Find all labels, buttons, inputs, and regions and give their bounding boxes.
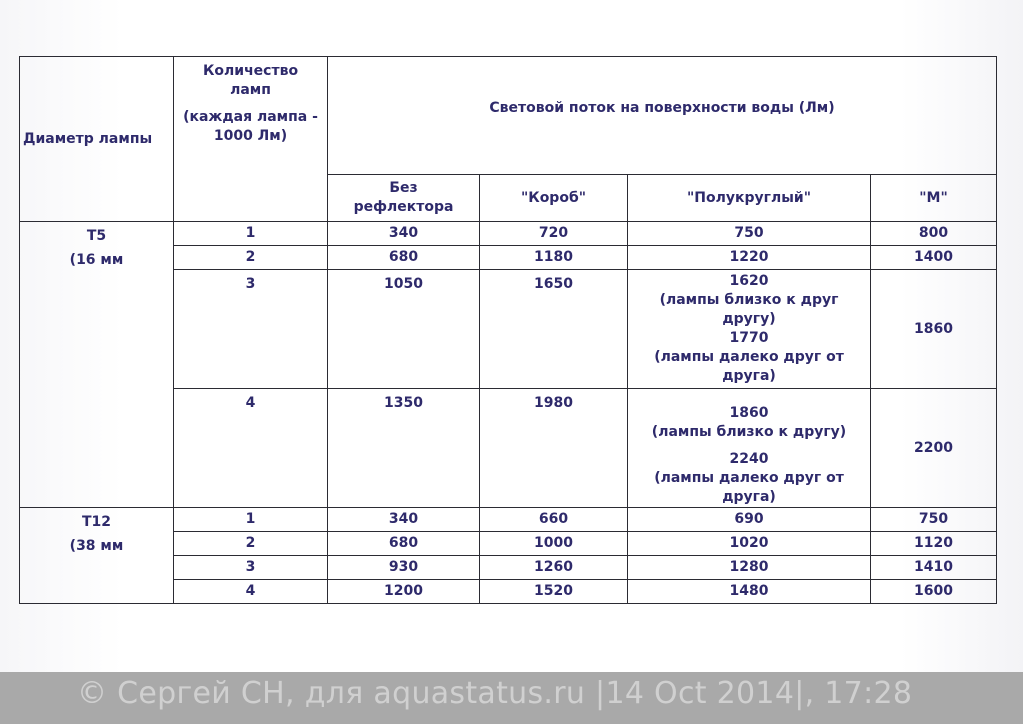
- group-t12: [20, 508, 174, 604]
- header-no-reflector-line2: рефлектора: [353, 199, 454, 215]
- cell-no-reflector: 1350: [328, 389, 480, 508]
- semi-far-note: (лампы далеко друг от: [654, 470, 844, 486]
- header-flux-label: Световой поток на поверхности воды (Лм): [489, 100, 835, 116]
- header-diameter-label: Диаметр лампы: [23, 130, 153, 147]
- cell-semicircle: [628, 270, 871, 389]
- cell-count: 4: [174, 580, 328, 604]
- cell-semicircle: [628, 389, 871, 508]
- group-t5: [20, 222, 174, 508]
- cell-box: 1980: [480, 389, 628, 508]
- cell-m: 1410: [871, 556, 997, 580]
- semi-far-note: (лампы далеко друг от: [654, 349, 844, 365]
- header-semicircle: [628, 175, 871, 222]
- header-no-reflector-line1: Без: [389, 180, 418, 196]
- cell-count: 1: [174, 508, 328, 532]
- semi-close-note: (лампы близко к другу): [651, 424, 847, 440]
- cell-semicircle: 1280: [628, 556, 871, 580]
- cell-count: 3: [174, 556, 328, 580]
- group-t12-label: T12: [81, 514, 112, 530]
- header-box-label: "Короб": [520, 189, 587, 206]
- semi-far-note-cont: друга): [722, 489, 776, 505]
- header-count-line1: Количество: [202, 63, 299, 79]
- header-row-1: [20, 57, 997, 175]
- cell-count: 4: [174, 389, 328, 508]
- semi-close-note: (лампы близко к друг: [659, 292, 839, 308]
- semi-far-value: 1770: [729, 330, 769, 346]
- cell-no-reflector: 680: [328, 532, 480, 556]
- cell-semicircle: 1220: [628, 246, 871, 270]
- cell-count: 3: [174, 270, 328, 389]
- group-t5-label: T5: [86, 228, 107, 244]
- cell-no-reflector: 340: [328, 508, 480, 532]
- header-diameter: [20, 57, 174, 222]
- semi-far-value: 2240: [729, 451, 769, 467]
- semi-far-note-cont: друга): [722, 368, 776, 384]
- watermark-text: © Сергей СН, для aquastatus.ru |14 Oct 2014|, 17:28: [77, 676, 913, 711]
- header-semicircle-label: "Полукруглый": [687, 189, 811, 206]
- header-lamp-count: [174, 57, 328, 222]
- cell-no-reflector: 1050: [328, 270, 480, 389]
- cell-box: 1000: [480, 532, 628, 556]
- header-count-line3: (каждая лампа -: [183, 109, 318, 125]
- header-box: [480, 175, 628, 222]
- cell-box: 1180: [480, 246, 628, 270]
- group-t12-size: (38 мм: [69, 538, 124, 554]
- cell-no-reflector: 1200: [328, 580, 480, 604]
- table-row: [20, 222, 997, 246]
- group-t5-size: (16 мм: [69, 252, 124, 268]
- semi-close-value: 1620: [729, 273, 769, 289]
- cell-count: 1: [174, 222, 328, 246]
- luminous-flux-table: [19, 56, 997, 604]
- cell-semicircle: 1020: [628, 532, 871, 556]
- cell-m: 1600: [871, 580, 997, 604]
- cell-box: 1520: [480, 580, 628, 604]
- header-flux: [328, 57, 997, 175]
- header-count-line2: ламп: [230, 82, 271, 98]
- cell-semicircle: 690: [628, 508, 871, 532]
- cell-no-reflector: 680: [328, 246, 480, 270]
- cell-count: 2: [174, 532, 328, 556]
- cell-no-reflector: 930: [328, 556, 480, 580]
- table-row: [20, 508, 997, 532]
- cell-count: 2: [174, 246, 328, 270]
- header-m-label: "М": [919, 189, 948, 206]
- watermark-bar: [0, 672, 1023, 724]
- cell-box: 1650: [480, 270, 628, 389]
- cell-m: 750: [871, 508, 997, 532]
- cell-m: 2200: [871, 389, 997, 508]
- semi-close-note-cont: другу): [722, 311, 776, 327]
- semi-close-value: 1860: [729, 405, 769, 421]
- cell-m: 1120: [871, 532, 997, 556]
- cell-box: 720: [480, 222, 628, 246]
- cell-no-reflector: 340: [328, 222, 480, 246]
- cell-semicircle: 750: [628, 222, 871, 246]
- header-no-reflector: [328, 175, 480, 222]
- cell-box: 660: [480, 508, 628, 532]
- cell-m: 1400: [871, 246, 997, 270]
- header-count-line4: 1000 Лм): [213, 128, 288, 144]
- cell-m: 800: [871, 222, 997, 246]
- cell-m: 1860: [871, 270, 997, 389]
- cell-semicircle: 1480: [628, 580, 871, 604]
- header-m: [871, 175, 997, 222]
- cell-box: 1260: [480, 556, 628, 580]
